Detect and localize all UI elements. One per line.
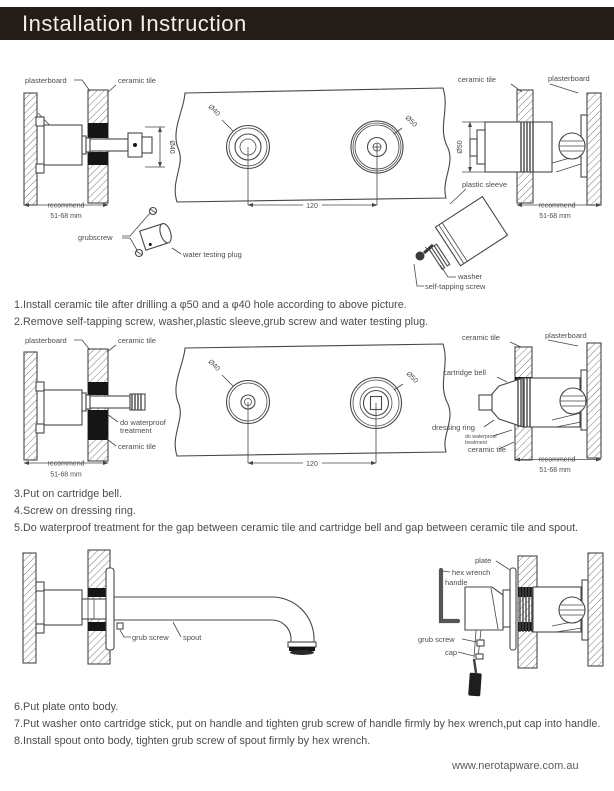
leader-line [173,622,181,637]
leader-line [462,639,477,642]
dia50-dim: Ø50 [403,114,418,129]
valve-body [485,122,552,172]
handle-label: handle [445,578,468,587]
plasterboard-label: plasterboard [548,74,590,83]
grub-screw-part [477,640,484,646]
recommend-label: recommend [47,460,85,468]
d2-left-assembly [24,336,167,479]
website-url: www.nerotapware.com.au [452,760,579,772]
leader-line [550,84,578,93]
aerator-cap [290,650,314,655]
bell-nub [479,395,492,410]
dim-120: 120 [306,203,318,210]
leader-line [548,340,578,346]
plastic-sleeve-part [435,197,507,266]
ceramic-tile-label: ceramic tile [118,336,156,345]
body-nub [470,139,477,156]
grub-screw-label: grub screw [418,635,455,644]
wall-plate [106,568,114,650]
leader-line [484,420,494,427]
grub-screw-dot [133,143,137,147]
self-tapping-screw-label: self-tapping screw [425,282,486,291]
dia40-dim: Ø40 [206,358,221,373]
step-2: 2.Remove self-tapping screw, washer,plastic sleeve,grub screw and water testing plug. [14,316,429,328]
cap-part [476,654,483,659]
recommend-range: 51-68 mm [539,467,571,474]
washer-part [429,244,450,269]
screw-slot [150,209,156,213]
leader-line [458,652,474,656]
hex-key-grip [468,673,482,697]
treatment-label: treatment [465,440,487,446]
step-7: 7.Put washer onto cartridge stick, put on handle and tighten grub screw of handle firmly by hex wrench,put cap into handle. [14,718,601,730]
hex-wrench-label: hex wrench [452,568,491,577]
leader-line [450,189,466,204]
cap-label: cap [445,648,458,657]
recommend-range: 51-68 mm [539,213,571,220]
cartridge-stick [86,395,90,409]
support-line [556,164,581,172]
diagram-row-2 [0,330,614,485]
cartridge-bell-label: cartridge bell [443,368,486,377]
wall-panel [175,344,450,456]
step-3: 3.Put on cartridge bell. [14,488,123,500]
plasterboard-label: plasterboard [545,331,587,340]
spout-label: spout [183,633,202,642]
plasterboard-label: plasterboard [25,76,67,85]
washer-label: washer [458,272,483,281]
d3-handle-assembly [418,553,603,696]
leader-line [122,238,137,250]
adhesive-layer [88,152,108,165]
d3-spout-assembly [23,550,316,664]
leader-line [172,248,181,254]
plasterboard-wall [23,553,36,663]
mounting-tab [36,382,44,391]
wall-panel [175,88,450,202]
grubscrew-label: grubscrew [78,233,113,242]
plasterboard-wall [587,343,601,458]
valve-body [44,390,82,425]
mounting-tab [36,117,44,126]
step-4: 4.Screw on dressing ring. [14,505,136,517]
cartridge-stick [90,396,130,408]
cartridge-stick [82,393,86,411]
screw-slot [136,251,142,255]
d1-face-view [175,88,450,210]
cartridge-stick [90,139,128,151]
cartridge-stick [82,136,86,154]
water-testing-plug-label: water testing plug [183,250,242,259]
leader-line [510,342,521,347]
grub-screw-label: grub screw [132,633,169,642]
leader-line [414,264,424,286]
step-5: 5.Do waterproof treatment for the gap between ceramic tile and cartridge bell and gap between ceramic tile and spout. [14,522,579,534]
d2-right-assembly [432,331,601,474]
step-1: 1.Install ceramic tile after drilling a φ50 and a φ40 hole according to above picture. [14,299,407,311]
cartridge-stick [86,138,90,152]
diagram-row-3 [0,542,614,697]
water-testing-plug-part [140,222,174,250]
recommend-range: 51-68 mm [50,471,82,479]
leader-line [74,80,90,91]
do-waterproof-label: do waterproof [120,418,166,427]
plasterboard-wall [24,93,37,205]
ceramic-tile-label: ceramic tile [118,76,156,85]
treatment-label: treatment [120,426,152,435]
mounting-tab [36,624,44,633]
dia50-dim: Ø50 [457,140,464,154]
d2-face-view [175,344,450,468]
spout-mouth [288,642,316,647]
dim-120: 120 [306,461,318,468]
ceramic-tile-label: ceramic tile [458,75,496,84]
leader-line [497,377,507,382]
leader-line [493,430,512,436]
plastic-sleeve-label: plastic sleeve [462,180,508,189]
self-tapping-screw-part [416,245,434,261]
dia40-dim: Ø40 [206,103,221,118]
waterproof-layer [88,382,108,395]
adhesive-layer [88,123,108,138]
leader-line [440,265,456,277]
leader-line [120,630,131,637]
plasterboard-wall [24,352,37,460]
title-bar [0,7,614,40]
mounting-tab [36,164,44,173]
do-waterproof-label: do waterproof [465,434,497,440]
diagram-row-1 [0,60,614,305]
ceramic-tile-label: ceramic tile [468,445,506,454]
recommend-range: 51-68 mm [50,213,82,220]
handle-hub [503,590,510,627]
recommend-label: recommend [538,202,576,210]
ceramic-tile-label: ceramic tile [118,442,156,451]
dressing-ring-label: dressing ring [432,423,475,432]
grub-screw-part [117,623,123,629]
valve-body [44,590,82,625]
recommend-label: recommend [47,202,85,210]
mounting-tab [36,424,44,433]
stick-end [142,137,152,153]
step-8: 8.Install spout onto body, tighten grub screw of spout firmly by hex wrench. [14,735,371,747]
ceramic-tile-label: ceramic tile [462,333,500,342]
body-cap [477,130,485,164]
plasterboard-label: plasterboard [25,336,67,345]
leader-line [107,414,118,422]
recommend-label: recommend [538,456,576,464]
leader-line [496,561,510,570]
mounting-tab [36,582,44,591]
plasterboard-wall [588,553,603,666]
step-6: 6.Put plate onto body. [14,701,119,713]
waterproof-layer [88,410,108,440]
dia50-dim: Ø50 [404,370,419,385]
plate-part [510,568,516,650]
valve-body [44,125,82,165]
plasterboard-wall [587,93,601,205]
dia40-dim: Ø40 [168,140,175,154]
leader-line [443,571,450,572]
plate-label: plate [475,556,492,565]
hex-key-shaft [474,659,476,673]
page-title: Installation Instruction [22,11,247,36]
